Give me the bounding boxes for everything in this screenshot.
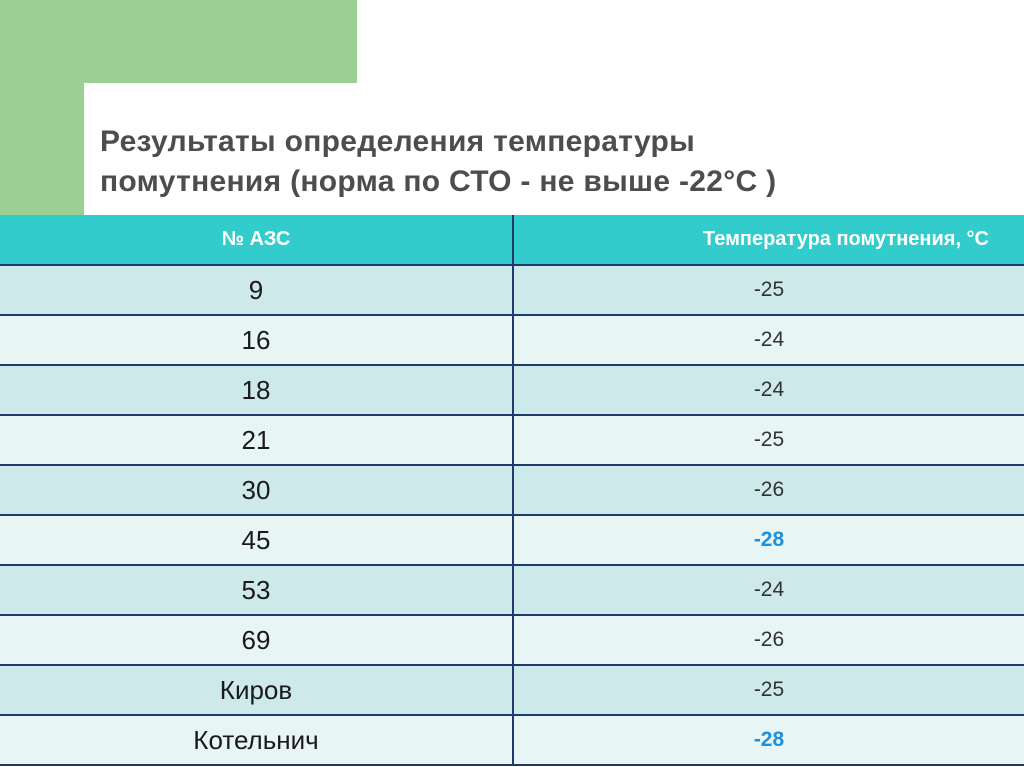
station-cell: 69 — [0, 615, 513, 665]
table-header-row — [0, 215, 1024, 265]
station-cell: 16 — [0, 315, 513, 365]
station-cell: Котельнич — [0, 715, 513, 765]
temperature-cell: -25 — [513, 415, 1024, 465]
station-cell: 30 — [0, 465, 513, 515]
table-row — [0, 415, 1024, 465]
table-row — [0, 665, 1024, 715]
temperature-cell: -25 — [513, 665, 1024, 715]
temperature-cell: -24 — [513, 565, 1024, 615]
station-cell: Киров — [0, 665, 513, 715]
column-header-temperature: Температура помутнения, °С — [513, 215, 1024, 265]
station-cell: 9 — [0, 265, 513, 315]
temperature-cell: -26 — [513, 465, 1024, 515]
station-cell: 18 — [0, 365, 513, 415]
table-row — [0, 615, 1024, 665]
table-row — [0, 465, 1024, 515]
results-table — [0, 215, 1024, 766]
temperature-cell: -24 — [513, 315, 1024, 365]
table-row — [0, 715, 1024, 765]
temperature-cell: -25 — [513, 265, 1024, 315]
temperature-cell: -28 — [513, 515, 1024, 565]
column-header-station: № АЗС — [0, 215, 513, 265]
decorative-green-strip — [0, 0, 84, 215]
table-row — [0, 265, 1024, 315]
slide-title-line-1: Результаты определения температуры — [100, 125, 696, 158]
temperature-cell: -24 — [513, 365, 1024, 415]
slide-title-line-2: помутнения (норма по СТО - не выше -22°С ) — [100, 165, 777, 198]
temperature-cell: -28 — [513, 715, 1024, 765]
table-row — [0, 315, 1024, 365]
table-row — [0, 365, 1024, 415]
temperature-cell: -26 — [513, 615, 1024, 665]
station-cell: 21 — [0, 415, 513, 465]
station-cell: 53 — [0, 565, 513, 615]
table-row — [0, 565, 1024, 615]
table-row — [0, 515, 1024, 565]
station-cell: 45 — [0, 515, 513, 565]
slide-title — [100, 122, 1000, 202]
table-body — [0, 265, 1024, 765]
